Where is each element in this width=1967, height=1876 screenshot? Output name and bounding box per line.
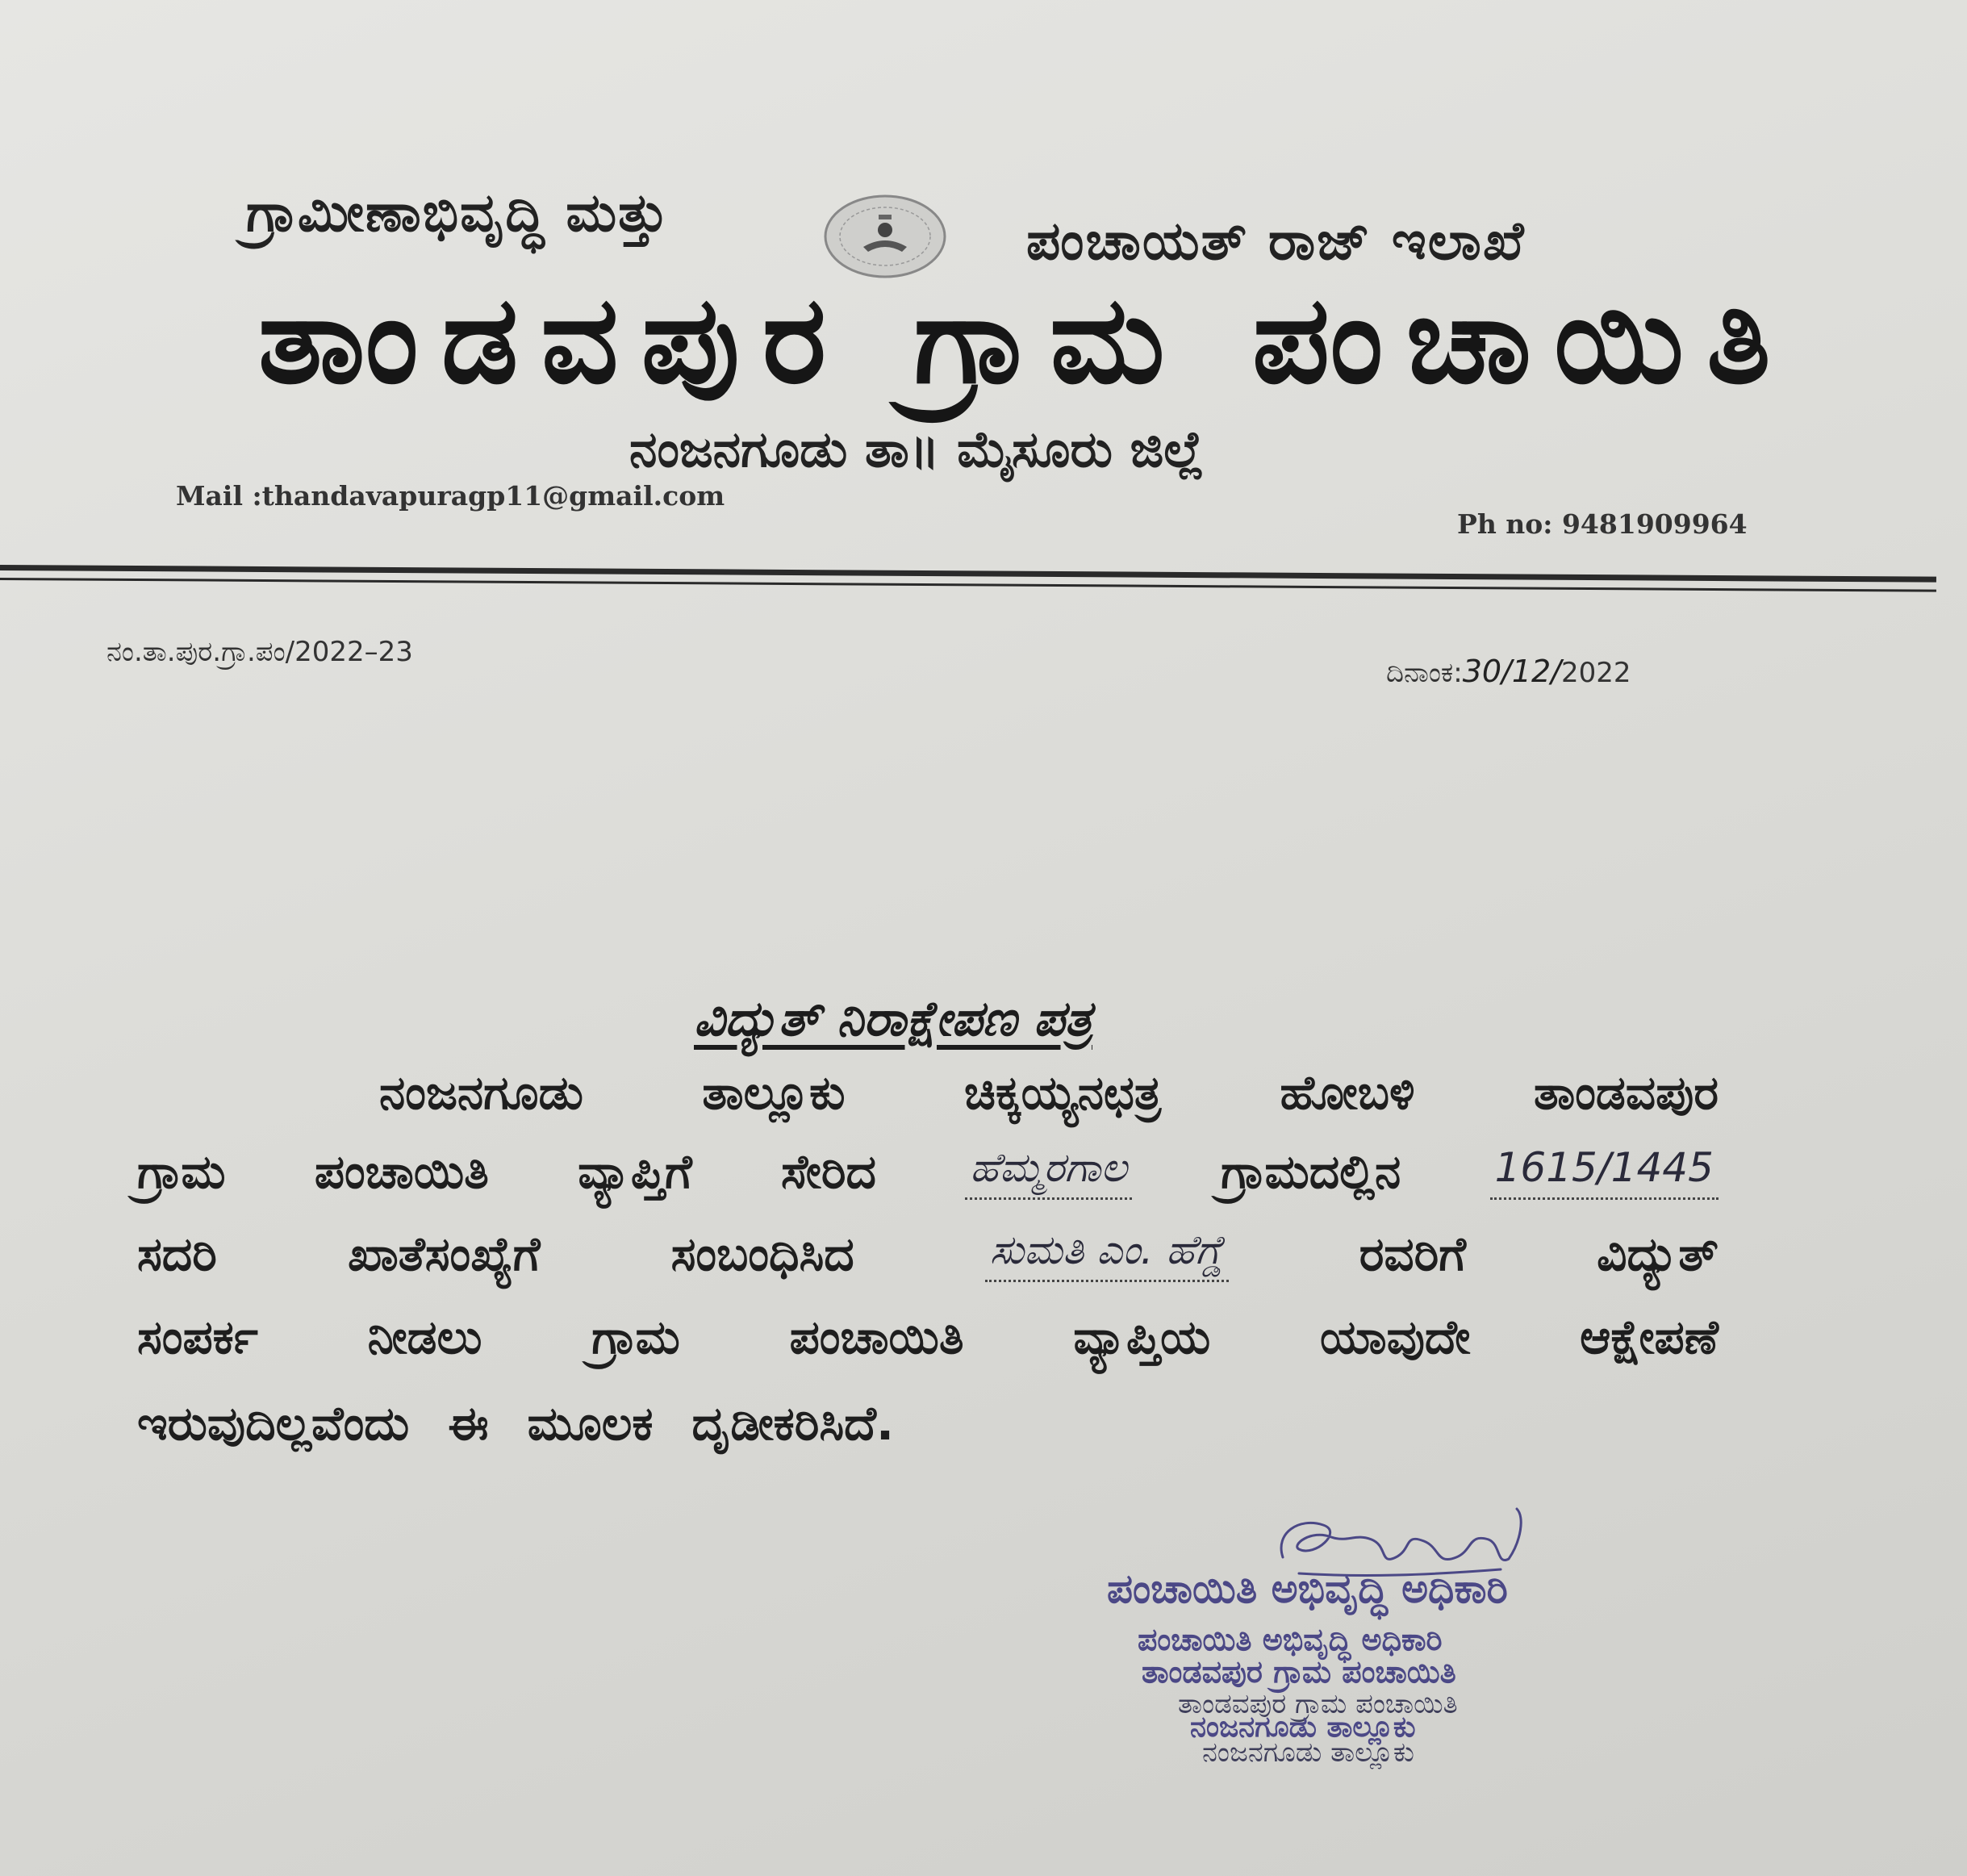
body-word: ಸಂಬಂಧಿಸಿದ <box>670 1226 854 1281</box>
reference-number: ನಂ.ತಾ.ಪುರ.ಗ್ರಾ.ಪಂ/2022–23 <box>106 636 413 668</box>
body-word: ಗ್ರಾಮ <box>137 1144 226 1199</box>
letter-subject: ವಿದ್ಯುತ್ ನಿರಾಕ್ಷೇಪಣ ಪತ್ರ <box>694 991 1092 1047</box>
body-line-3 <box>137 1226 1719 1282</box>
email-address: Mail :thandavapuragp11@gmail.com <box>176 480 725 512</box>
date-handwritten: 30/12/ <box>1462 654 1561 689</box>
body-line-4 <box>137 1310 1719 1365</box>
body-word: ಯಾವುದೇ <box>1320 1310 1471 1364</box>
body-word: ಖಾತೆಸಂಖ್ಯೆಗೆ <box>347 1226 541 1281</box>
body-word: ರವರಿಗೆ <box>1359 1226 1466 1281</box>
date-year: 2022 <box>1561 657 1631 689</box>
body-word: ಪಂಚಾಯಿತಿ <box>314 1144 489 1199</box>
letter-date <box>1386 654 1631 689</box>
stamp-line: ತಾಂಡವಪುರ ಗ್ರಾಮ ಪಂಚಾಯಿತಿ <box>1142 1654 1456 1690</box>
stamp-line: ನಂಜನಗೂಡು ತಾಲ್ಲೂಕು <box>1202 1736 1414 1769</box>
stamp-line: ಪಂಚಾಯಿತಿ ಅಭಿವೃದ್ಧಿ ಅಧಿಕಾರಿ <box>1138 1622 1443 1657</box>
body-word: ನಂಜನಗೂಡು <box>379 1065 583 1120</box>
body-word: ಸದರಿ <box>137 1226 217 1281</box>
date-label: ದಿನಾಂಕ: <box>1386 657 1463 689</box>
body-line-1 <box>379 1065 1719 1121</box>
body-word: ಪಂಚಾಯಿತಿ <box>789 1310 964 1364</box>
body-word: ಗ್ರಾಮದಲ್ಲಿನ <box>1221 1144 1401 1199</box>
body-line-2 <box>137 1144 1719 1200</box>
department-name-right: ಪಂಚಾಯತ್ ರಾಜ್ ಇಲಾಖೆ <box>1026 210 1526 272</box>
signatory-title: ಪಂಚಾಯಿತಿ ಅಭಿವೃದ್ಧಿ ಅಧಿಕಾರಿ <box>1107 1565 1508 1612</box>
body-word: ಹೋಬಳಿ <box>1280 1065 1415 1120</box>
government-emblem-icon <box>821 192 949 281</box>
applicant-name-handwritten: ಸುಮತಿ ಎಂ. ಹೆಗ್ಡೆ <box>985 1226 1229 1282</box>
body-word: ಗ್ರಾಮ <box>591 1310 680 1364</box>
body-word: ವ್ಯಾಪ್ತಿಗೆ <box>578 1144 692 1199</box>
stamp-line: ತಾಂಡವಪುರ ಗ್ರಾಮ ಪಂಚಾಯಿತಿ <box>1178 1688 1458 1720</box>
body-line-5 <box>137 1396 1719 1452</box>
body-word: ತಾಂಡವಪುರ <box>1534 1065 1719 1120</box>
body-word: ಸಂಪರ್ಕ <box>137 1310 258 1364</box>
body-word: ಈ <box>448 1396 489 1451</box>
body-word: ಸೇರಿದ <box>781 1144 876 1199</box>
village-name-handwritten: ಹೆಮ್ಮರಗಾಲ <box>965 1144 1132 1200</box>
stamp-line: ನಂಜನಗೂಡು ತಾಲ್ಲೂಕು <box>1190 1711 1416 1744</box>
khata-number-handwritten: 1615/1445 <box>1490 1144 1719 1200</box>
body-word: ನೀಡಲು <box>367 1310 482 1364</box>
body-word: ದೃಡೀಕರಿಸಿದೆ. <box>691 1396 894 1451</box>
body-word: ವ್ಯಾಪ್ತಿಯ <box>1073 1310 1211 1364</box>
body-word: ಚಿಕ್ಕಯ್ಯನಛತ್ರ <box>964 1065 1162 1120</box>
panchayat-title: ತಾಂಡವಪುರ ಗ್ರಾಮ ಪಂಚಾಯಿತಿ <box>258 270 1794 411</box>
body-word: ತಾಲ್ಲೂಕು <box>702 1065 846 1120</box>
panchayat-address: ನಂಜನಗೂಡು ತಾ॥ ಮೈಸೂರು ಜಿಲ್ಲೆ <box>629 420 1205 478</box>
body-word: ಇರುವುದಿಲ್ಲವೆಂದು <box>137 1396 410 1451</box>
body-word: ಮೂಲಕ <box>527 1396 654 1451</box>
phone-number: Ph no: 9481909964 <box>1457 508 1748 540</box>
body-word: ಆಕ್ಷೇಪಣೆ <box>1580 1310 1719 1364</box>
body-word: ವಿದ್ಯುತ್ <box>1597 1226 1719 1281</box>
department-name-left: ಗ್ರಾಮೀಣಾಭಿವೃದ್ಧಿ ಮತ್ತು <box>246 182 670 244</box>
